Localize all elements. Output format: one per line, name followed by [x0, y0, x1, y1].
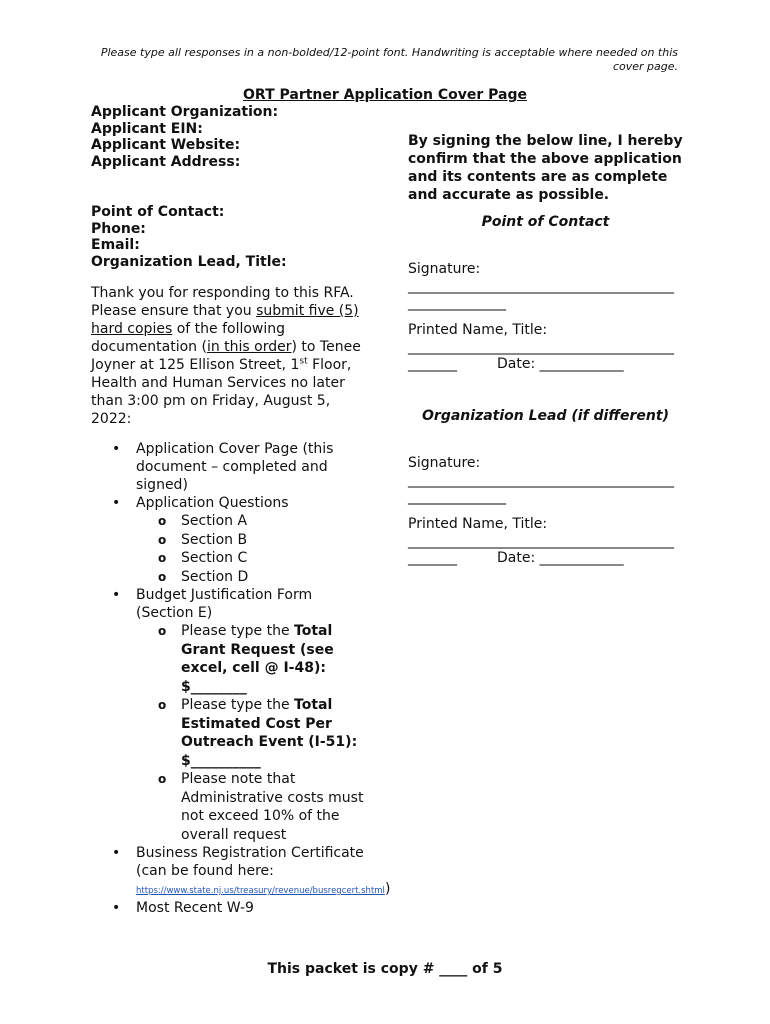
lead-date-line[interactable]: ____________: [539, 549, 624, 566]
list-item-admin-note: o Please note that Administrative costs must not exceed 10% of the overall request: [91, 770, 371, 844]
list-item-cover: • Application Cover Page (this document – completed and signed): [91, 440, 371, 494]
confirmation-statement: By signing the below line, I hereby confirm that the above application and its contents are as complete and accurate as possible.: [408, 133, 683, 203]
applicant-fields: [91, 104, 371, 170]
poc-signature-heading: Point of Contact: [481, 214, 610, 230]
list-item-section-a: o Section A: [91, 512, 371, 531]
email-label: Email:: [91, 237, 140, 253]
poc-signature-line[interactable]: ______________________________________ ______________: [408, 278, 674, 311]
intro-underline-copies: submit five (5) hard copies: [91, 303, 359, 337]
list-item-budget: • Budget Justification Form (Section E) o Please type the Total Grant Request (see excel, cell @ I-48): $________ o Please type the Total Estimated Cost Per Outreach Event (I-51): $__________ o Please note that Administrative costs must not exceed 10% of the overall request: [91, 586, 371, 844]
copy-number-footer: This packet is copy # ____ of 5: [267, 961, 503, 977]
contact-fields: [91, 204, 371, 270]
lead-signature-heading: Organization Lead (if different): [422, 408, 669, 424]
instructions-notice: Please type all responses in a non-bolded/12-point font. Handwriting is acceptable where needed on this cover page.: [100, 46, 678, 73]
intro-text-1: Thank you for responding to this RFA. Please ensure that you: [91, 285, 354, 319]
page-title: ORT Partner Application Cover Page: [243, 87, 527, 103]
list-item-business-certificate: • Business Registration Certificate (can be found here: https://www.state.nj.us/treasury/revenue/busregcert.shtml): [91, 844, 371, 899]
lead-signature-label: Signature:: [408, 455, 481, 471]
budget-sublist: [136, 622, 371, 844]
right-column: [408, 132, 683, 566]
organization-lead-label: Organization Lead, Title:: [91, 253, 287, 270]
list-item-section-d: o Section D: [91, 568, 371, 587]
list-item-section-b: o Section B: [91, 531, 371, 550]
applicant-address-label: Applicant Address:: [91, 153, 241, 170]
intro-text-3: ) to Tenee Joyner at 125 Ellison Street, 1: [91, 339, 361, 373]
poc-signature-label: Signature:: [408, 261, 481, 277]
business-registration-link[interactable]: https://www.state.nj.us/treasury/revenue/busregcert.shtml: [136, 886, 385, 896]
intro-superscript: st: [299, 356, 308, 367]
applicant-organization-label: Applicant Organization:: [91, 104, 279, 120]
lead-printed-name-label: Printed Name, Title:: [408, 516, 548, 532]
phone-label: Phone:: [91, 220, 146, 237]
intro-text-4: Floor, Health and Human Services no later than 3:00 pm on Friday, August 5, 2022:: [91, 357, 352, 427]
intro-paragraph: [91, 284, 371, 428]
list-item-w9: • Most Recent W-9: [91, 899, 371, 917]
left-column: [91, 104, 391, 917]
list-item-grant-request: o Please type the Total Grant Request (see excel, cell @ I-48): $________: [91, 622, 371, 696]
list-item-event-cost: o Please type the Total Estimated Cost Per Outreach Event (I-51): $__________: [91, 696, 371, 770]
list-item-section-c: o Section C: [91, 549, 371, 568]
lead-date-label: Date:: [497, 549, 536, 566]
applicant-website-label: Applicant Website:: [91, 137, 241, 153]
point-of-contact-label: Point of Contact:: [91, 204, 225, 220]
poc-date-line[interactable]: ____________: [539, 355, 624, 372]
poc-printed-name-line[interactable]: ______________________________________ _______ Date: ____________: [408, 339, 674, 372]
intro-underline-order: in this order: [206, 339, 292, 355]
lead-signature-line[interactable]: ______________________________________ ______________: [408, 472, 674, 505]
list-item-questions: • Application Questions o Section A o Section B o Section C o Section D: [91, 494, 371, 586]
documentation-list: [91, 440, 391, 917]
sections-list: [136, 512, 371, 586]
poc-printed-name-label: Printed Name, Title:: [408, 322, 548, 338]
intro-text-2: of the following documentation (: [91, 321, 286, 355]
lead-printed-name-line[interactable]: ______________________________________ _______ Date: ____________: [408, 533, 674, 566]
applicant-ein-label: Applicant EIN:: [91, 120, 203, 137]
poc-date-label: Date:: [497, 355, 536, 372]
